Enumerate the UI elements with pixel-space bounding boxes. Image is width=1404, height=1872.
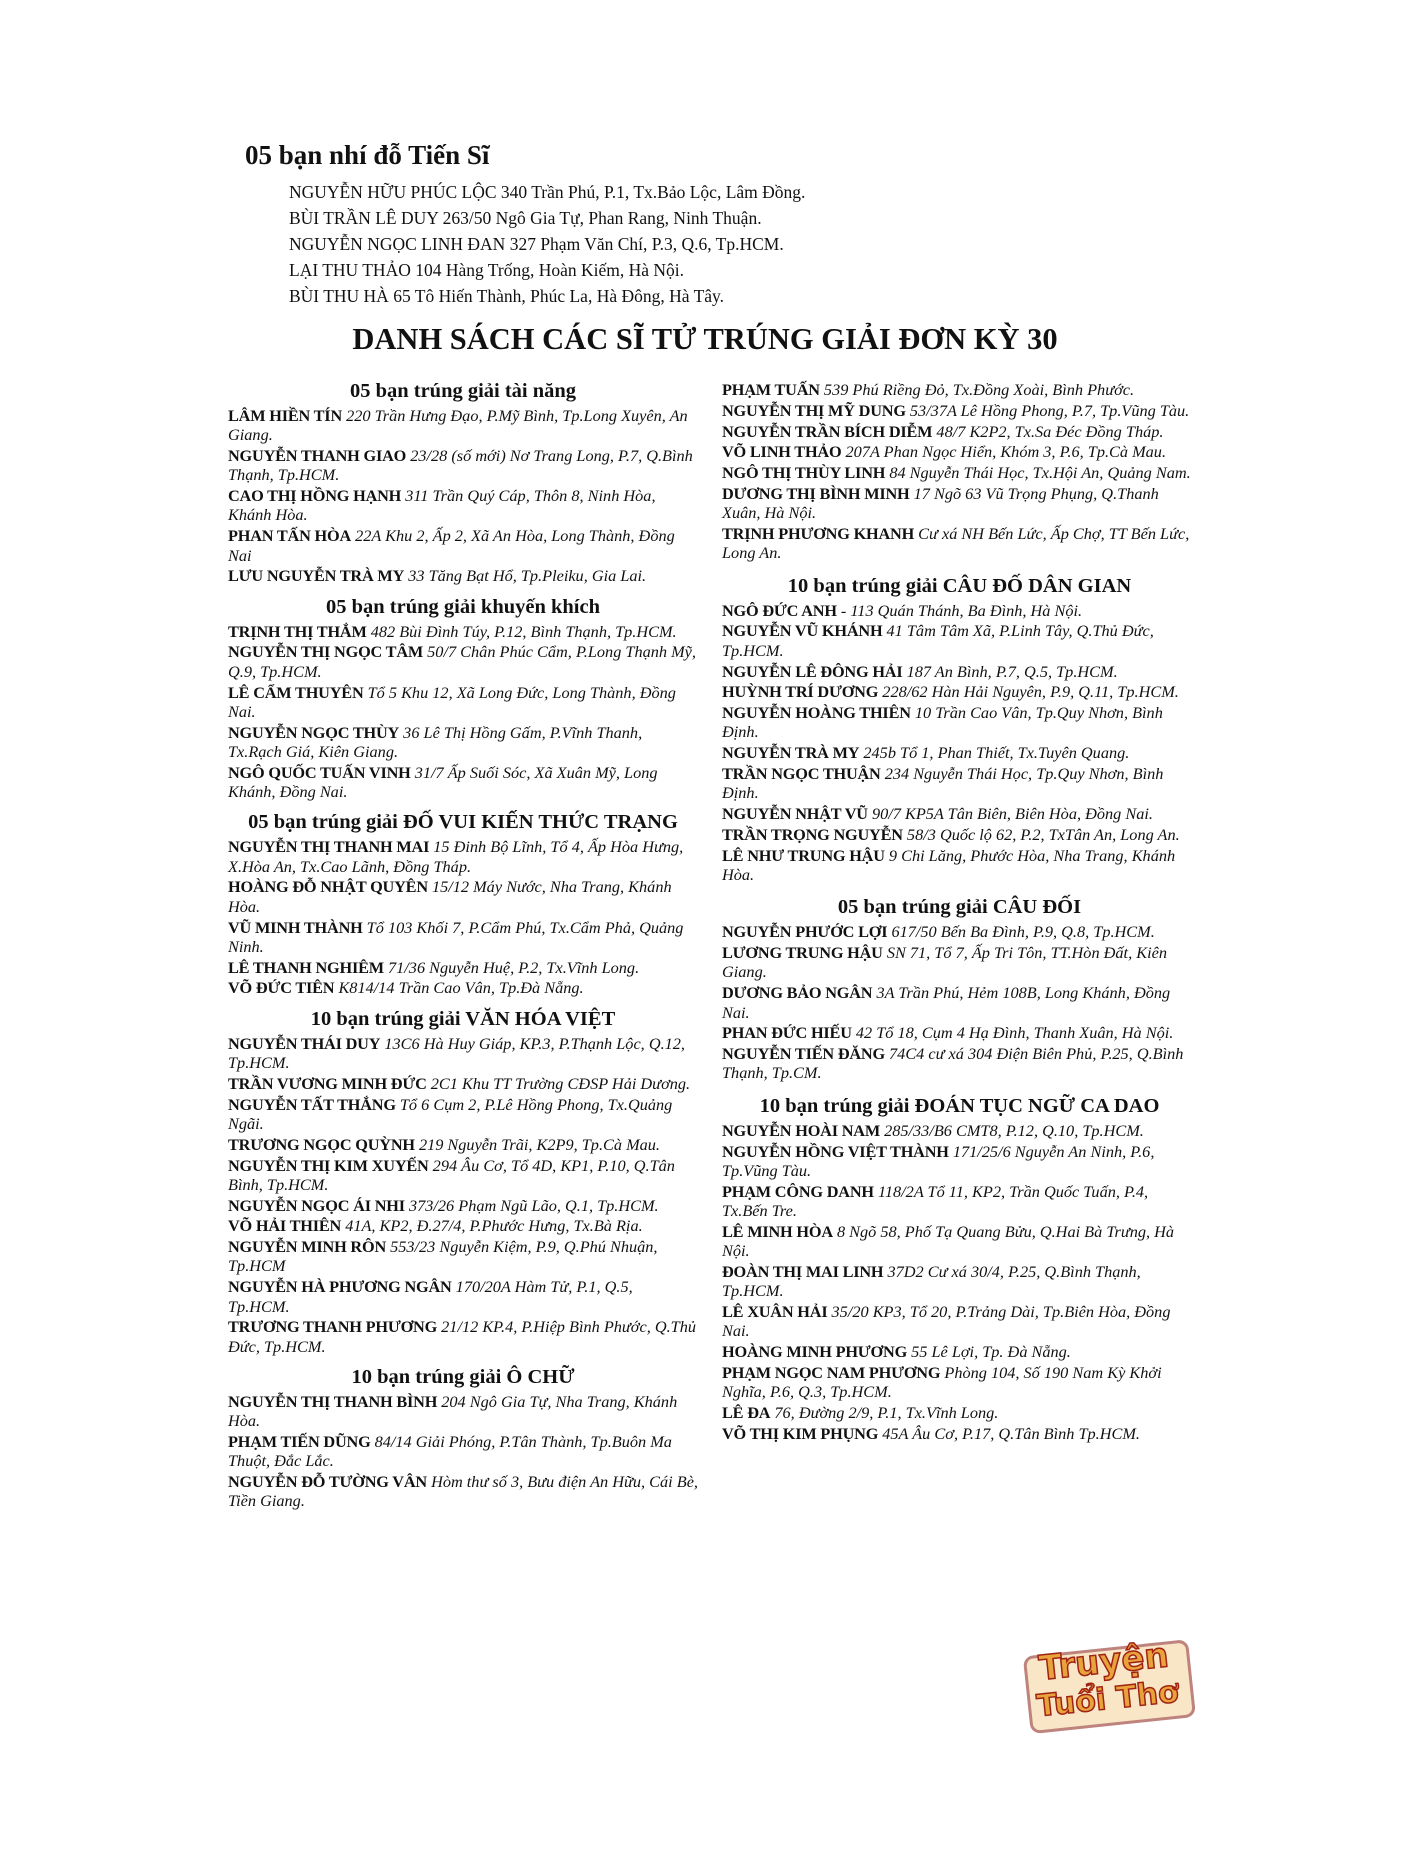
winner-name: NGUYỄN MINH RÔN — [228, 1237, 386, 1257]
winner-entry — [722, 922, 1197, 941]
winner-entry — [228, 486, 698, 525]
winner-address: 373/26 Phạm Ngũ Lão, Q.1, Tp.HCM. — [408, 1195, 659, 1215]
winner-name: VÕ HẢI THIÊN — [228, 1216, 342, 1236]
winner-address: 42 Tổ 18, Cụm 4 Hạ Đình, Thanh Xuân, Hà Nội. — [855, 1023, 1174, 1043]
winner-address: 263/50 Ngô Gia Tự, Phan Rang, Ninh Thuận. — [442, 208, 762, 228]
winner-entry — [228, 566, 698, 585]
winner-address: 327 Phạm Văn Chí, P.3, Q.6, Tp.HCM. — [509, 234, 784, 254]
winner-address: Cư xá NH Bến Lức, Ấp Chợ, TT Bến Lức, Long An. — [722, 524, 1190, 563]
winner-address: 13C6 Hà Huy Giáp, KP.3, P.Thạnh Lộc, Q.12, Tp.HCM. — [228, 1033, 685, 1073]
winner-entry — [228, 1237, 698, 1276]
winner-name: NGUYỄN THỊ NGỌC TÂM — [228, 642, 424, 662]
winner-name: NGÔ THỊ THÙY LINH — [722, 463, 886, 483]
winner-address: 71/36 Nguyễn Huệ, P.2, Tx.Vĩnh Long. — [388, 957, 640, 977]
winner-name: TRẦN NGỌC THUẬN — [722, 764, 881, 784]
proverb-list — [722, 1121, 1197, 1443]
winner-entry — [722, 1222, 1197, 1261]
winner-name: LÊ CẨM THUYÊN — [228, 682, 364, 702]
winner-address: 104 Hàng Trống, Hoàn Kiếm, Hà Nội. — [415, 260, 685, 280]
winner-address: 228/62 Hàn Hải Nguyên, P.9, Q.11, Tp.HCM. — [882, 682, 1179, 702]
encouragement-list — [228, 622, 698, 802]
winner-entry — [722, 846, 1197, 885]
winner-name: CAO THỊ HỒNG HẠNH — [228, 486, 402, 506]
winner-name: VÕ ĐỨC TIÊN — [228, 978, 335, 998]
winner-entry — [722, 703, 1197, 742]
winner-address: 311 Trần Quý Cáp, Thôn 8, Ninh Hòa, Khánh Hòa. — [228, 486, 656, 525]
trivia-list — [228, 837, 698, 997]
winner-address: 22A Khu 2, Ấp 2, Xã An Hòa, Long Thành, Đồng Nai — [228, 526, 675, 565]
winner-name: NGUYỄN TIẾN ĐĂNG — [722, 1044, 885, 1064]
winner-entry — [722, 621, 1197, 660]
winner-name: NGUYỄN NGỌC ÁI NHI — [228, 1195, 405, 1215]
winner-name: NGUYỄN NHẬT VŨ — [722, 804, 868, 824]
winner-address: 220 Trần Hưng Đạo, P.Mỹ Bình, Tp.Long Xuyên, An Giang. — [228, 406, 688, 445]
winner-name: NGUYỄN VŨ KHÁNH — [722, 621, 883, 641]
winner-address: Tổ 5 Khu 12, Xã Long Đức, Long Thành, Đồng Nai. — [228, 682, 676, 721]
winner-address: 207A Phan Ngọc Hiển, Khóm 3, P.6, Tp.Cà Mau. — [845, 442, 1167, 462]
winner-address: 84/14 Giải Phóng, P.Tân Thành, Tp.Buôn Ma Thuột, Đắc Lắc. — [228, 1432, 672, 1471]
winner-name: NGUYỄN THỊ THANH BÌNH — [228, 1391, 438, 1411]
winner-name: LẠI THU THẢO — [289, 260, 411, 280]
winner-name: NGUYỄN LÊ ĐÔNG HẢI — [722, 661, 903, 681]
winner-address: 294 Âu Cơ, Tổ 4D, KP1, P.10, Q.Tân Bình, Tp.HCM. — [228, 1155, 675, 1194]
winner-address: Tổ 6 Cụm 2, P.Lê Hồng Phong, Tx.Quảng Ngãi. — [228, 1094, 673, 1133]
winner-address: 31/7 Ấp Suối Sóc, Xã Xuân Mỹ, Long Khánh, Đồng Nai. — [228, 762, 658, 802]
winner-address: 35/20 KP3, Tổ 20, P.Trảng Dài, Tp.Biên Hòa, Đồng Nai. — [722, 1301, 1171, 1341]
winner-name: TRỊNH PHƯƠNG KHANH — [722, 524, 915, 544]
winner-entry — [228, 918, 698, 957]
winner-address: 33 Tăng Bạt Hổ, Tp.Pleiku, Gia Lai. — [408, 566, 647, 586]
talent-list — [228, 406, 698, 586]
winner-entry — [228, 763, 698, 802]
winner-address: 41A, KP2, Đ.27/4, P.Phước Hưng, Tx.Bà Rịa. — [345, 1216, 643, 1236]
winner-name: LÂM HIỀN TÍN — [228, 406, 343, 425]
crossword-heading: 10 bạn trúng giải Ô CHỮ — [351, 1365, 575, 1388]
riddle-section — [722, 575, 1197, 885]
winner-address: 36 Lê Thị Hồng Gấm, P.Vĩnh Thanh, Tx.Rạch Giá, Kiên Giang. — [228, 722, 643, 761]
winner-name: NGUYỄN NGỌC THÙY — [228, 722, 400, 742]
winner-address: 285/33/B6 CMT8, P.12, Q.10, Tp.HCM. — [884, 1120, 1144, 1140]
winner-address: 84 Nguyễn Thái Học, Tx.Hội An, Quảng Nam. — [889, 463, 1191, 483]
riddle-heading: 10 bạn trúng giải CÂU ĐỐ DÂN GIAN — [787, 574, 1132, 597]
winner-address: 204 Ngô Gia Tự, Nha Trang, Khánh Hòa. — [228, 1391, 678, 1431]
winner-address: 21/12 KP.4, P.Hiệp Bình Phước, Q.Thủ Đức, Tp.HCM. — [228, 1317, 697, 1356]
winner-name: BÙI THU HÀ — [289, 286, 389, 306]
winner-entry — [228, 958, 698, 977]
winner-address: 55 Lê Lợi, Tp. Đà Nẵng. — [911, 1341, 1071, 1361]
winner-entry — [228, 837, 698, 876]
culture-section — [228, 1008, 698, 1356]
winner-entry — [722, 682, 1197, 701]
winner-address: 539 Phú Riềng Đỏ, Tx.Đồng Xoài, Bình Phước. — [823, 380, 1135, 399]
winner-name: PHẠM NGỌC NAM PHƯƠNG — [722, 1362, 941, 1382]
winner-entry — [722, 1182, 1197, 1221]
winner-address: 234 Nguyễn Thái Học, Tp.Quy Nhơn, Bình Định. — [722, 764, 1164, 803]
winner-address: 41 Tâm Tâm Xã, P.Linh Tây, Q.Thủ Đức, Tp.HCM. — [722, 621, 1154, 660]
winner-address: 37D2 Cư xá 30/4, P.25, Q.Bình Thạnh, Tp.HCM. — [722, 1261, 1141, 1301]
winner-address: 48/7 K2P2, Tx.Sa Đéc Đồng Tháp. — [936, 421, 1164, 441]
encouragement-section — [228, 596, 698, 802]
left-column — [228, 380, 698, 1521]
riddle-list — [722, 601, 1197, 885]
culture-heading: 10 bạn trúng giải VĂN HÓA VIỆT — [310, 1007, 616, 1030]
winner-address: 45A Âu Cơ, P.17, Q.Tân Bình Tp.HCM. — [882, 1423, 1140, 1443]
winner-name: NGUYỄN HỮU PHÚC LỘC — [289, 182, 497, 202]
winner-address: Phòng 104, Số 190 Nam Kỳ Khởi Nghĩa, P.6, Q.3, Tp.HCM. — [722, 1362, 1162, 1402]
winner-entry — [722, 804, 1197, 823]
winner-entry — [722, 1023, 1197, 1042]
winner-name: LƯƠNG TRUNG HẬU — [722, 943, 883, 963]
couplet-section — [722, 896, 1197, 1082]
winner-name: NGUYỄN THỊ MỸ DUNG — [722, 400, 906, 420]
winner-entry — [228, 683, 698, 722]
winner-name: VŨ MINH THÀNH — [228, 917, 363, 937]
winner-entry — [228, 978, 698, 997]
winner-address: 90/7 KP5A Tân Biên, Biên Hòa, Đồng Nai. — [871, 804, 1153, 824]
winner-name: NGUYỄN HÀ PHƯƠNG NGÂN — [228, 1277, 452, 1297]
winner-entry — [722, 1262, 1197, 1301]
winner-entry — [722, 1342, 1197, 1361]
winner-entry — [722, 442, 1197, 461]
winner-address: 187 An Bình, P.7, Q.5, Tp.HCM. — [906, 661, 1118, 681]
winner-name: LÊ MINH HÒA — [722, 1221, 833, 1241]
winner-name: PHẠM TUẤN — [722, 380, 820, 399]
winner-entry — [722, 484, 1197, 523]
winner-name: PHAN ĐỨC HIẾU — [722, 1023, 852, 1043]
winner-entry — [722, 1302, 1197, 1341]
winner-address: 17 Ngõ 63 Vũ Trọng Phụng, Q.Thanh Xuân, Hà Nội. — [722, 483, 1159, 523]
winner-address: 10 Trần Cao Vân, Tp.Quy Nhơn, Bình Định. — [722, 703, 1163, 742]
winner-address: 65 Tô Hiến Thành, Phúc La, Hà Đông, Hà Tây. — [393, 286, 725, 306]
winner-address: Hòm thư số 3, Bưu điện An Hữu, Cái Bè, Tiền Giang. — [228, 1472, 698, 1511]
winner-entry — [289, 179, 1005, 205]
winner-entry — [289, 205, 1005, 231]
winner-name: PHAN TẤN HÒA — [228, 526, 352, 546]
winner-address: SN 71, Tổ 7, Ấp Tri Tôn, TT.Hòn Đất, Kiên Giang. — [722, 943, 1167, 982]
winner-address: 3A Trần Phú, Hẻm 108B, Long Khánh, Đồng Nai. — [722, 983, 1171, 1022]
winner-name: NGÔ QUỐC TUẤN VINH — [228, 762, 411, 782]
crossword-list — [228, 1392, 698, 1511]
winner-name: PHẠM TIẾN DŨNG — [228, 1432, 371, 1452]
winner-name: TRẦN VƯƠNG MINH ĐỨC — [228, 1073, 427, 1093]
winner-name: LÊ THANH NGHIÊM — [228, 957, 384, 977]
winner-entry — [722, 743, 1197, 762]
winner-address: Tổ 103 Khối 7, P.Cẩm Phú, Tx.Cẩm Phả, Quảng Ninh. — [228, 917, 684, 956]
winner-entry — [722, 1403, 1197, 1422]
winner-name: NGUYỄN TRÀ MY — [722, 743, 860, 763]
winner-entry — [722, 422, 1197, 441]
winner-address: 76, Đường 2/9, P.1, Tx.Vĩnh Long. — [774, 1402, 999, 1422]
winner-name: NGUYỄN HOÀI NAM — [722, 1120, 880, 1140]
winner-address: 23/28 (số mới) Nơ Trang Long, P.7, Q.Bình Thạnh, Tp.HCM. — [228, 446, 693, 485]
right-column — [722, 380, 1197, 1455]
winner-address: 170/20A Hàm Tử, P.1, Q.5, Tp.HCM. — [228, 1277, 633, 1316]
winner-entry — [722, 463, 1197, 482]
winner-name: NGUYỄN PHƯỚC LỢI — [722, 922, 888, 942]
winner-entry — [722, 1363, 1197, 1402]
winner-name: NGUYỄN THÁI DUY — [228, 1033, 381, 1053]
doctor-section — [245, 140, 1005, 309]
winner-entry — [722, 825, 1197, 844]
winner-name: LƯU NGUYỄN TRÀ MY — [228, 566, 405, 586]
winner-entry — [722, 1424, 1197, 1443]
winner-address: 74C4 cư xá 304 Điện Biên Phủ, P.25, Q.Bình Thạnh, Tp.CM. — [722, 1044, 1184, 1083]
winner-address: 553/23 Nguyễn Kiệm, P.9, Q.Phú Nhuận, Tp.HCM — [228, 1237, 658, 1276]
winner-name: LÊ NHƯ TRUNG HẬU — [722, 845, 885, 865]
doctor-list — [245, 179, 1005, 309]
winner-entry — [722, 1142, 1197, 1181]
winner-name: NGUYỄN THANH GIAO — [228, 446, 407, 466]
winner-entry — [228, 622, 698, 641]
main-title: DANH SÁCH CÁC SĨ TỬ TRÚNG GIẢI ĐƠN KỲ 30 — [352, 322, 1058, 356]
talent-heading: 05 bạn trúng giải tài năng — [349, 380, 577, 402]
winner-address: 617/50 Bến Ba Đình, P.9, Q.8, Tp.HCM. — [891, 922, 1155, 942]
winner-name: HOÀNG ĐỖ NHẬT QUYÊN — [228, 877, 428, 897]
winner-entry — [228, 1472, 698, 1511]
winner-name: NGUYỄN THỊ THANH MAI — [228, 837, 430, 857]
crossword-continued-section — [722, 380, 1197, 563]
winner-entry — [228, 877, 698, 916]
winner-name: LÊ XUÂN HẢI — [722, 1301, 828, 1321]
winner-address: 50/7 Chân Phúc Cẩm, P.Long Thạnh Mỹ, Q.9, Tp.HCM. — [228, 642, 696, 681]
winner-entry — [722, 1044, 1197, 1083]
winner-address: 9 Chi Lăng, Phước Hòa, Nha Trang, Khánh Hòa. — [722, 845, 1176, 885]
winner-address: - 113 Quán Thánh, Ba Đình, Hà Nội. — [840, 600, 1083, 620]
doctor-section-heading: 05 bạn nhí đỗ Tiến Sĩ — [245, 140, 490, 170]
winner-name: NGUYỄN ĐỖ TƯỜNG VÂN — [228, 1472, 427, 1492]
winner-address: 15/12 Máy Nước, Nha Trang, Khánh Hòa. — [228, 877, 672, 916]
winner-name: NGÔ ĐỨC ANH — [722, 600, 837, 620]
winner-address: 219 Nguyễn Trãi, K2P9, Tp.Cà Mau. — [418, 1134, 661, 1154]
winner-name: PHẠM CÔNG DANH — [722, 1181, 874, 1201]
trivia-section — [228, 811, 698, 997]
stamp-line-1: Truyện — [1037, 1635, 1171, 1689]
winner-name: NGUYỄN TẤT THẮNG — [228, 1094, 396, 1114]
winner-entry — [228, 1317, 698, 1356]
talent-section — [228, 380, 698, 586]
winner-address: 53/37A Lê Hồng Phong, P.7, Tp.Vũng Tàu. — [909, 400, 1190, 420]
winner-address: K814/14 Trần Cao Vân, Tp.Đà Nẵng. — [338, 978, 584, 998]
winner-entry — [722, 943, 1197, 982]
winner-entry — [228, 1216, 698, 1235]
winner-name: BÙI TRẦN LÊ DUY — [289, 208, 439, 228]
winner-name: TRƯƠNG THANH PHƯƠNG — [228, 1317, 438, 1337]
publisher-logo-stamp — [1016, 1631, 1196, 1735]
crossword-continued-list — [722, 380, 1197, 563]
winner-entry — [722, 764, 1197, 803]
winner-name: VÕ LINH THẢO — [722, 442, 842, 462]
winner-entry — [228, 1095, 698, 1134]
winner-entry — [228, 446, 698, 485]
winner-entry — [228, 642, 698, 681]
couplet-heading: 05 bạn trúng giải CÂU ĐỐI — [837, 896, 1082, 919]
stamp-line-2: Tuổi Thơ — [1035, 1674, 1181, 1725]
encouragement-heading: 05 bạn trúng giải khuyến khích — [326, 595, 600, 618]
winner-entry — [228, 1196, 698, 1215]
winner-entry — [722, 601, 1197, 620]
winner-entry — [228, 1432, 698, 1471]
culture-list — [228, 1034, 698, 1356]
winner-name: NGUYỄN HỒNG VIỆT THÀNH — [722, 1141, 949, 1161]
winner-address: 8 Ngõ 58, Phố Tạ Quang Bửu, Q.Hai Bà Trưng, Hà Nội. — [722, 1221, 1175, 1260]
winner-address: 340 Trần Phú, P.1, Tx.Bảo Lộc, Lâm Đồng. — [500, 182, 806, 202]
winner-entry — [228, 1277, 698, 1316]
winner-name: VÕ THỊ KIM PHỤNG — [722, 1423, 879, 1443]
winner-name: HOÀNG MINH PHƯƠNG — [722, 1341, 908, 1361]
winner-entry — [722, 524, 1197, 563]
winner-name: NGUYỄN THỊ KIM XUYẾN — [228, 1155, 429, 1175]
winner-address: 245b Tổ 1, Phan Thiết, Tx.Tuyên Quang. — [863, 743, 1130, 763]
winner-address: 58/3 Quốc lộ 62, P.2, TxTân An, Long An. — [906, 824, 1180, 844]
winner-entry — [289, 283, 1005, 309]
winner-address: 2C1 Khu TT Trường CĐSP Hải Dương. — [430, 1073, 691, 1093]
winner-name: HUỲNH TRÍ DƯƠNG — [722, 682, 879, 702]
couplet-list — [722, 922, 1197, 1082]
winner-name: ĐOÀN THỊ MAI LINH — [722, 1261, 884, 1281]
winner-name: NGUYỄN HOÀNG THIÊN — [722, 703, 911, 723]
winner-address: 171/25/6 Nguyễn An Ninh, P.6, Tp.Vũng Tàu. — [722, 1141, 1155, 1180]
winner-name: LÊ ĐA — [722, 1402, 771, 1422]
winner-name: TRẦN TRỌNG NGUYỄN — [722, 824, 903, 844]
winner-entry — [289, 257, 1005, 283]
proverb-section — [722, 1095, 1197, 1443]
winner-name: NGUYỄN NGỌC LINH ĐAN — [289, 234, 506, 254]
winner-entry — [722, 380, 1197, 399]
winner-entry — [228, 1156, 698, 1195]
winner-address: 482 Bùi Đình Túy, P.12, Bình Thạnh, Tp.HCM. — [370, 621, 677, 641]
winner-entry — [722, 401, 1197, 420]
winner-entry — [228, 723, 698, 762]
winner-entry — [228, 526, 698, 565]
winner-entry — [722, 662, 1197, 681]
winner-name: NGUYỄN TRẦN BÍCH DIỄM — [722, 421, 933, 441]
proverb-heading: 10 bạn trúng giải ĐOÁN TỤC NGỮ CA DAO — [759, 1094, 1160, 1117]
crossword-section — [228, 1366, 698, 1511]
winner-entry — [289, 231, 1005, 257]
winner-name: DƯƠNG THỊ BÌNH MINH — [722, 483, 910, 503]
winner-entry — [228, 1034, 698, 1073]
winner-address: 15 Đinh Bộ Lĩnh, Tổ 4, Ấp Hòa Hưng, X.Hòa An, Tx.Cao Lãnh, Đồng Tháp. — [228, 837, 684, 876]
winner-name: TRƯƠNG NGỌC QUỲNH — [228, 1134, 415, 1154]
winner-entry — [722, 983, 1197, 1022]
winner-address: 118/2A Tổ 11, KP2, Trần Quốc Tuấn, P.4, Tx.Bến Tre. — [722, 1181, 1149, 1220]
winner-entry — [722, 1121, 1197, 1140]
winner-entry — [228, 1135, 698, 1154]
winner-entry — [228, 406, 698, 445]
winner-entry — [228, 1392, 698, 1431]
winner-entry — [228, 1074, 698, 1093]
winner-name: TRỊNH THỊ THẮM — [228, 621, 367, 641]
winner-name: DƯƠNG BẢO NGÂN — [722, 983, 873, 1003]
trivia-heading: 05 bạn trúng giải ĐỐ VUI KIẾN THỨC TRẠNG — [248, 811, 678, 834]
